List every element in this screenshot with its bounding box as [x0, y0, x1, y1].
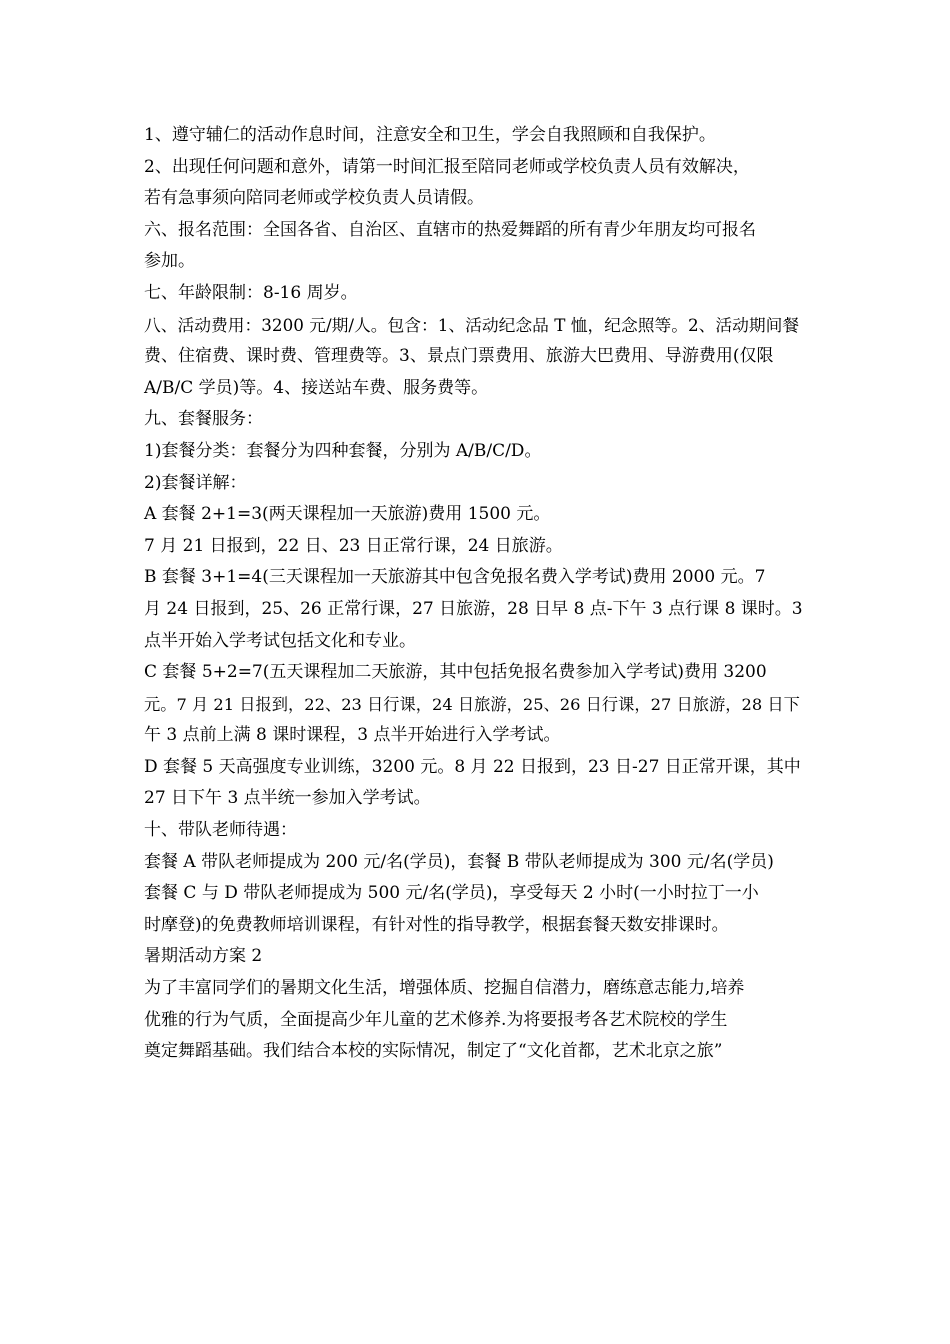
text-line: 费、住宿费、课时费、管理费等。3、景点门票费用、旅游大巴费用、导游费用(仅限: [144, 346, 774, 367]
text-line: 参加。: [144, 251, 195, 272]
text-line: A/B/C 学员)等。4、接送站车费、服务费等。: [144, 377, 489, 398]
text-line: B 套餐 3+1=4(三天课程加一天旅游其中包含免报名费入学考试)费用 2000 元。7: [144, 567, 766, 588]
paragraph: [144, 531, 808, 563]
paragraph: [144, 847, 808, 942]
paragraph: [144, 152, 808, 215]
paragraph: [144, 973, 808, 1068]
text-line: 午 3 点前上满 8 课时课程，3 点半开始进行入学考试。: [144, 725, 561, 746]
paragraph: [144, 215, 808, 278]
paragraph: [144, 941, 808, 973]
text-line: C 套餐 5+2=7(五天课程加二天旅游，其中包括免报名费参加入学考试)费用 3200: [144, 662, 767, 683]
text-line: 2、出现任何问题和意外，请第一时间汇报至陪同老师或学校负责人员有效解决，: [144, 156, 750, 177]
paragraph: [144, 278, 808, 310]
text-line: 为了丰富同学们的暑期文化生活，增强体质、挖掘自信潜力，磨练意志能力,培养: [144, 978, 745, 999]
text-line: 1、遵守辅仁的活动作息时间，注意安全和卫生，学会自我照顾和自我保护。: [144, 125, 716, 145]
text-line: D 套餐 5 天高强度专业训练，3200 元。8 月 22 日报到，23 日-27 日正常开课，其中: [144, 756, 801, 777]
text-line: 优雅的行为气质，全面提高少年儿童的艺术修养.为将要报考各艺术院校的学生: [144, 1009, 728, 1030]
text-line: 六、报名范围：全国各省、自治区、直辖市的热爱舞蹈的所有青少年朋友均可报名: [144, 219, 756, 240]
text-line: 七、年龄限制：8-16 周岁。: [144, 282, 358, 303]
paragraph: [144, 499, 808, 531]
text-line: 1)套餐分类：套餐分为四种套餐，分别为 A/B/C/D。: [144, 440, 542, 461]
text-line: 7 月 21 日报到，22 日、23 日正常行课，24 日旅游。: [144, 535, 563, 556]
text-line: 奠定舞蹈基础。我们结合本校的实际情况，制定了“文化首都，艺术北京之旅”: [144, 1041, 723, 1062]
text-line: 八、活动费用：3200 元/期/人。包含：1、活动纪念品 T 恤，纪念照等。2、活动期间餐: [144, 314, 800, 335]
paragraph: [144, 436, 808, 468]
paragraph: [144, 657, 808, 752]
paragraph: [144, 468, 808, 500]
text-line: 十、带队老师待遇：: [144, 820, 297, 841]
text-line: 九、套餐服务：: [144, 409, 263, 430]
paragraph: [144, 310, 808, 405]
text-line: A 套餐 2+1=3(两天课程加一天旅游)费用 1500 元。: [144, 504, 551, 525]
paragraph: [144, 120, 808, 152]
text-line: 月 24 日报到，25、26 正常行课，27 日旅游，28 日早 8 点-下午 3 点行课 8 课时。3: [144, 598, 803, 619]
text-line: 2)套餐详解：: [144, 472, 247, 493]
text-line: 27 日下午 3 点半统一参加入学考试。: [144, 788, 431, 809]
paragraph: [144, 752, 808, 815]
text-line: 若有急事须向陪同老师或学校负责人员请假。: [144, 188, 484, 209]
paragraph: [144, 562, 808, 657]
document-page: [144, 120, 808, 1068]
text-line: 暑期活动方案 2: [144, 946, 263, 967]
paragraph: [144, 404, 808, 436]
text-line: 套餐 A 带队老师提成为 200 元/名(学员)，套餐 B 带队老师提成为 300 元/名(学员): [144, 851, 774, 872]
text-line: 时摩登)的免费教师培训课程，有针对性的指导教学，根据套餐天数安排课时。: [144, 914, 729, 935]
paragraph: [144, 815, 808, 847]
text-line: 点半开始入学考试包括文化和专业。: [144, 630, 416, 651]
text-line: 元。7 月 21 日报到，22、23 日行课，24 日旅游，25、26 日行课，27 日旅游，28 日下: [144, 694, 800, 714]
text-line: 套餐 C 与 D 带队老师提成为 500 元/名(学员)，享受每天 2 小时(一小时拉丁一小: [144, 883, 759, 904]
